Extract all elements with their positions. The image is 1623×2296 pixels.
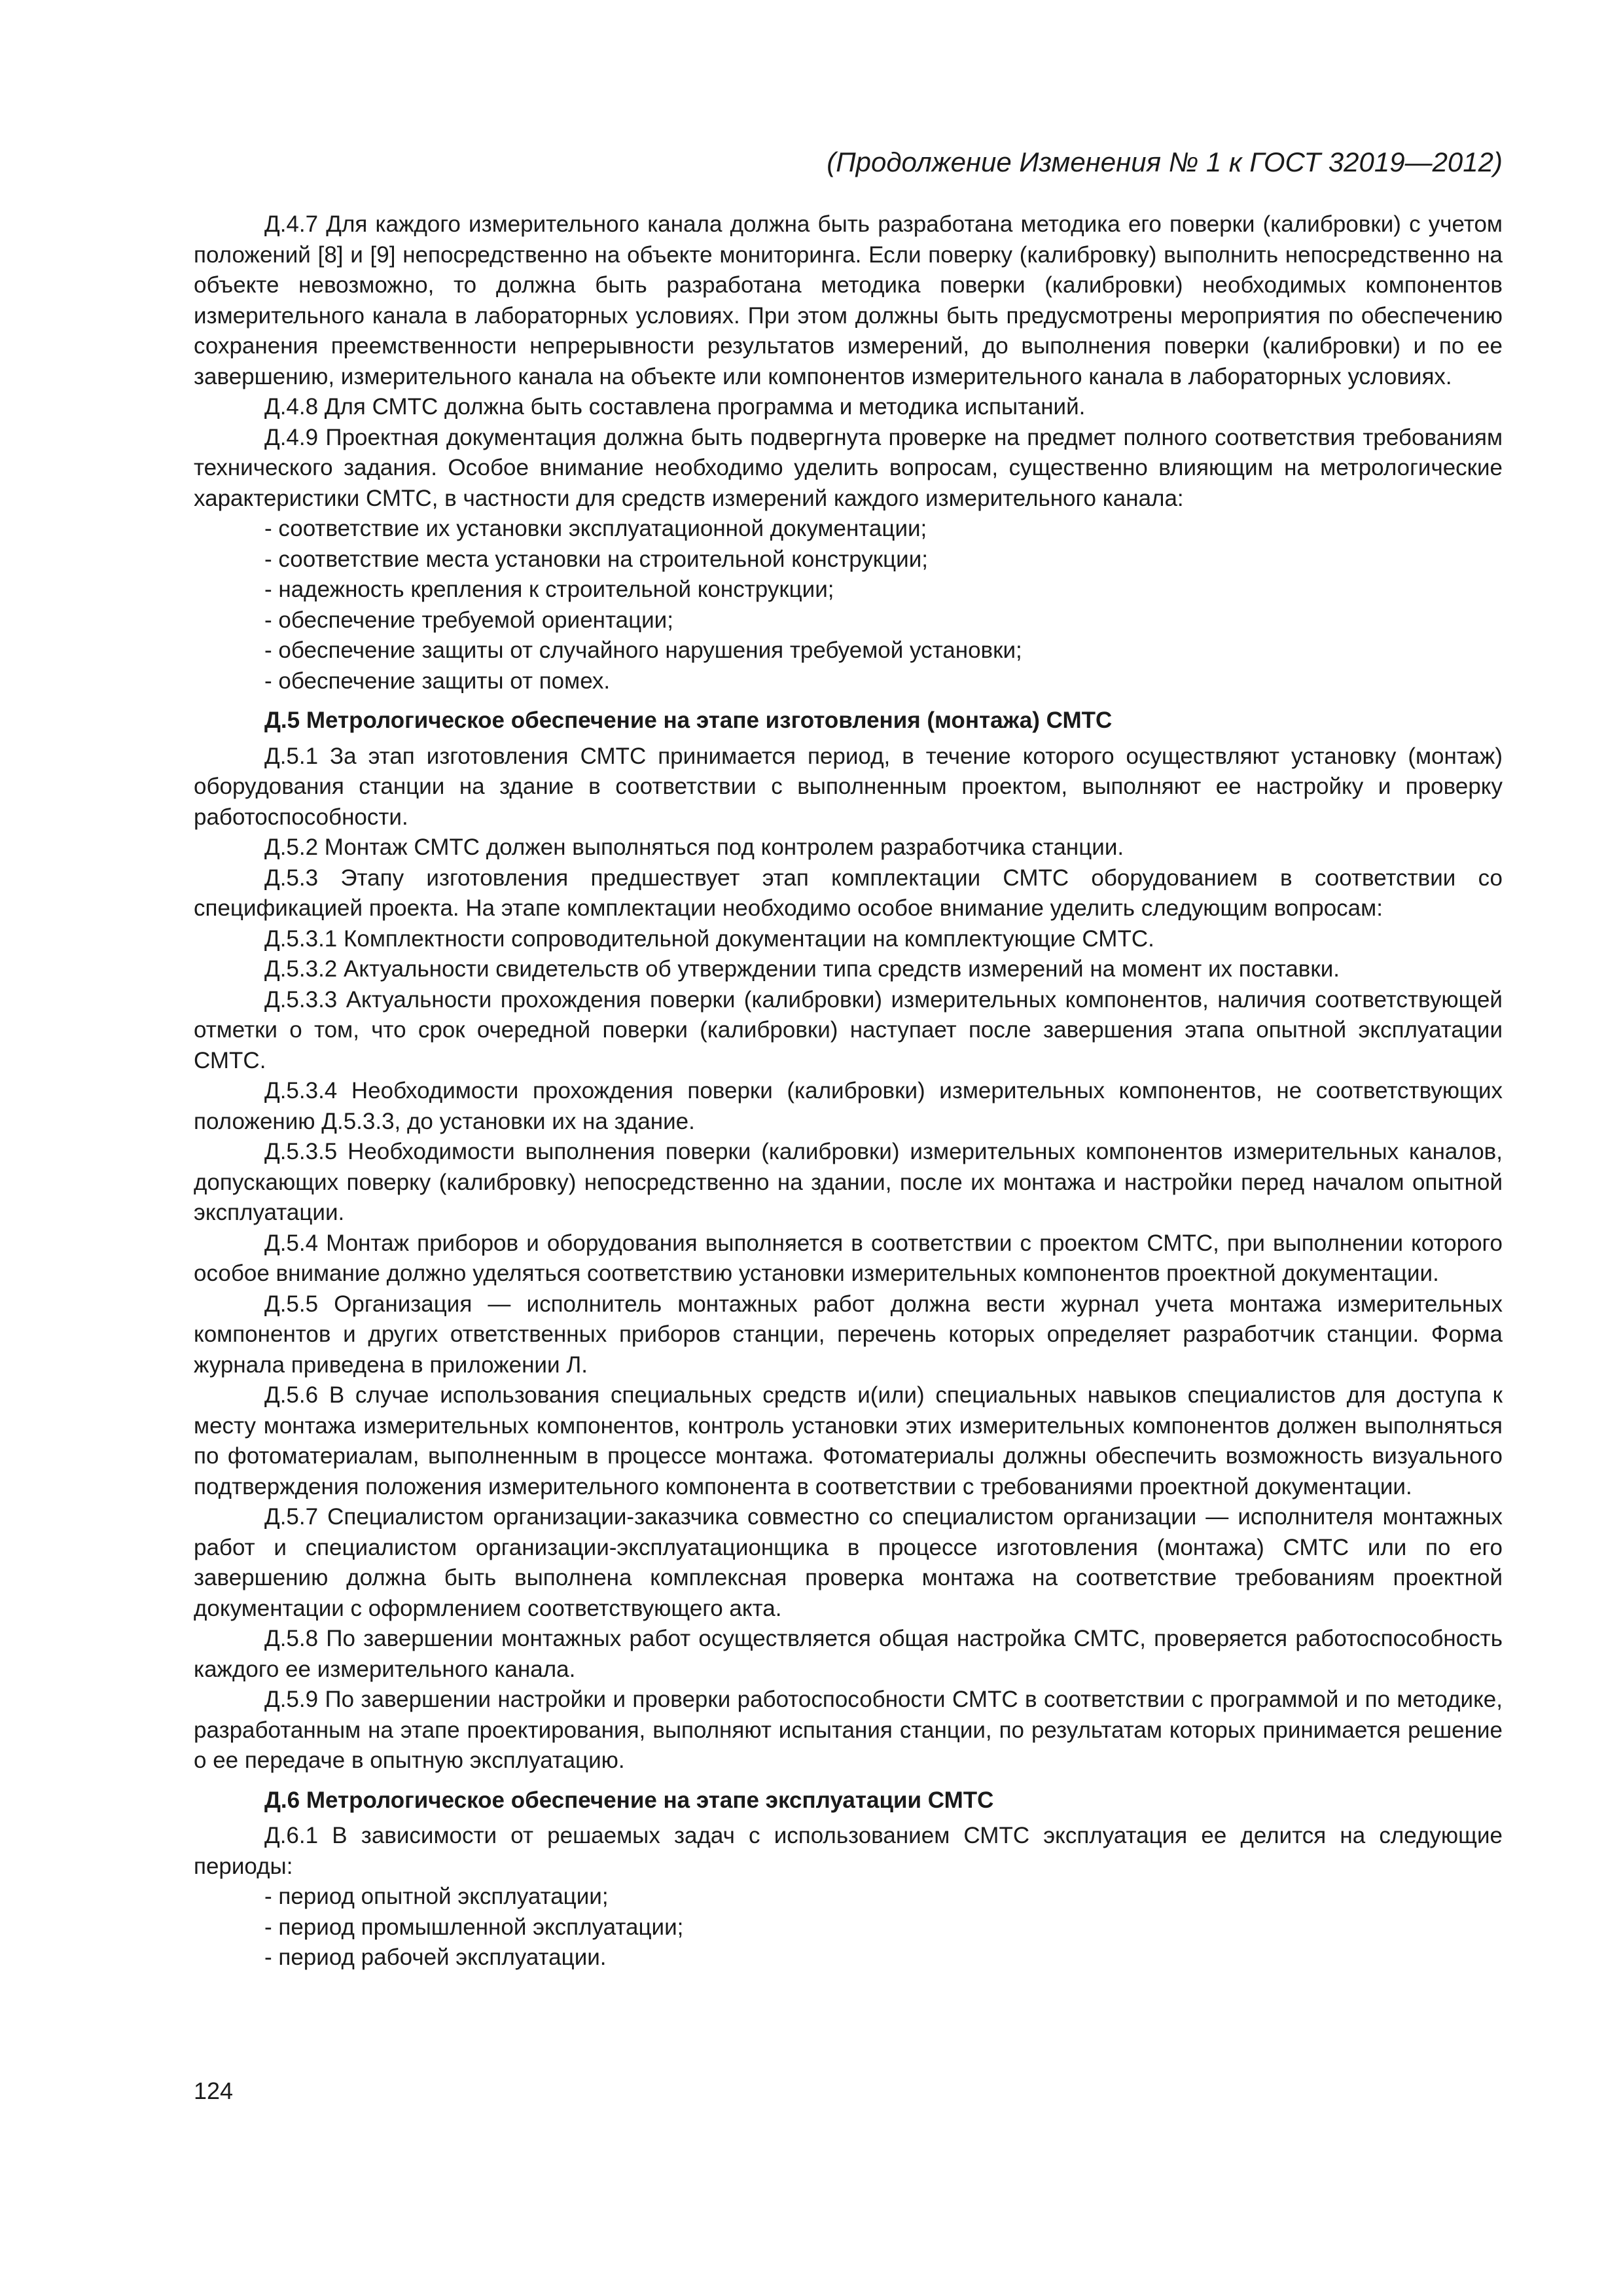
paragraph-d-5-3-1: Д.5.3.1 Комплектности сопроводительной документации на комплектующие СМТС. bbox=[264, 925, 1154, 952]
list-item: - обеспечение защиты от помех. bbox=[264, 668, 611, 694]
paragraph-d-5-3: Д.5.3 Этапу изготовления предшествует этап комплектации СМТС оборудованием в соответствии со спецификацией проекта. На этапе комплектации необходимо особое внимание уделить следующим вопросам: bbox=[194, 865, 1503, 921]
paragraph-d-5-3-3: Д.5.3.3 Актуальности прохождения поверки (калибровки) измерительных компонентов, наличия соответствующей отметки о том, что срок очередной поверки (калибровки) наступает после завершения этапа опытной эксплуатации СМТС. bbox=[194, 986, 1503, 1073]
paragraph-d-5-2: Д.5.2 Монтаж СМТС должен выполняться под контролем разработчика станции. bbox=[264, 834, 1124, 860]
paragraph-d-5-3-4: Д.5.3.4 Необходимости прохождения поверки (калибровки) измерительных компонентов, не соответствующих положению Д.5.3.3, до установки их на здание. bbox=[194, 1078, 1503, 1134]
paragraph-d-5-3-2: Д.5.3.2 Актуальности свидетельств об утверждении типа средств измерений на момент их поставки. bbox=[264, 956, 1340, 982]
paragraph-d-4-8: Д.4.8 Для СМТС должна быть составлена программа и методика испытаний. bbox=[264, 394, 1086, 420]
paragraph-d-4-7: Д.4.7 Для каждого измерительного канала должна быть разработана методика его поверки (калибровки) с учетом положений [8] и [9] непосредственно на объекте мониторинга. Если поверку (калибровку) выполнить непосредственно на объекте невозможно, то должна быть разработана методика поверки (калибровки) необходимых компонентов измерительного канала в лабораторных условиях. При этом должны быть предусмотрены мероприятия по обеспечению сохранения преемственности непрерывности результатов измерений, до выполнения поверки (калибровки) и по ее завершению, измерительного канала на объекте или компонентов измерительного канала в лабораторных условиях. bbox=[194, 211, 1503, 389]
list-item: - период опытной эксплуатации; bbox=[264, 1884, 609, 1909]
paragraph-d-5-6: Д.5.6 В случае использования специальных средств и(или) специальных навыков специалистов для доступа к месту монтажа измерительных компонентов, контроль установки этих измерительных компонентов должен выполняться по фотоматериалам, выполненным в процессе монтажа. Фотоматериалы должны обеспечить возможность визуального подтверждения положения измерительного компонента в соответствии с требованиями проектной документации. bbox=[194, 1382, 1503, 1499]
paragraph-d-5-7: Д.5.7 Специалистом организации-заказчика совместно со специалистом организации — исполнителя монтажных работ и специалистом организации-эксплуатационщика в процессе изготовления (монтажа) СМТС или по его завершению должна быть выполнена комплексная проверка монтажа на соответствие требованиям проектной документации с оформлением соответствующего акта. bbox=[194, 1504, 1503, 1621]
page-body bbox=[194, 209, 1503, 1973]
list-item: - обеспечение требуемой ориентации; bbox=[264, 607, 673, 633]
list-item: - надежность крепления к строительной конструкции; bbox=[264, 577, 834, 602]
section-heading-d-6: Д.6 Метрологическое обеспечение на этапе эксплуатации СМТС bbox=[264, 1787, 994, 1813]
paragraph-d-5-9: Д.5.9 По завершении настройки и проверки работоспособности СМТС в соответствии с программой и по методике, разработанным на этапе проектирования, выполняют испытания станции, по результатам которых принимается решение о ее передаче в опытную эксплуатацию. bbox=[194, 1687, 1503, 1773]
paragraph-d-6-1: Д.6.1 В зависимости от решаемых задач с использованием СМТС эксплуатация ее делится на следующие периоды: bbox=[194, 1823, 1503, 1879]
paragraph-d-4-9: Д.4.9 Проектная документация должна быть подвергнута проверке на предмет полного соответствия требованиям технического задания. Особое внимание необходимо уделить вопросам, существенно влияющим на метрологические характеристики СМТС, в частности для средств измерений каждого измерительного канала: bbox=[194, 424, 1503, 511]
paragraph-d-5-1: Д.5.1 За этап изготовления СМТС принимается период, в течение которого осуществляют установку (монтаж) оборудования станции на здание в соответствии с выполненным проектом, выполняют ее настройку и проверку работоспособности. bbox=[194, 743, 1503, 830]
list-item: - обеспечение защиты от случайного нарушения требуемой установки; bbox=[264, 637, 1022, 663]
page-number: 124 bbox=[194, 2077, 234, 2104]
list-item: - соответствие места установки на строительной конструкции; bbox=[264, 546, 928, 572]
document-page bbox=[194, 0, 1503, 2296]
paragraph-d-5-4: Д.5.4 Монтаж приборов и оборудования выполняется в соответствии с проектом СМТС, при выполнении которого особое внимание должно уделяться соответствию установки измерительных компонентов проектной документации. bbox=[194, 1230, 1503, 1286]
paragraph-d-5-8: Д.5.8 По завершении монтажных работ осуществляется общая настройка СМТС, проверяется работоспособность каждого ее измерительного канала. bbox=[194, 1626, 1503, 1682]
paragraph-d-5-3-5: Д.5.3.5 Необходимости выполнения поверки (калибровки) измерительных компонентов измерительных каналов, допускающих поверку (калибровку) непосредственно на здании, после их монтажа и настройки перед началом опытной эксплуатации. bbox=[194, 1139, 1503, 1225]
list-item: - соответствие их установки эксплуатационной документации; bbox=[264, 516, 927, 541]
section-heading-d-5: Д.5 Метрологическое обеспечение на этапе изготовления (монтажа) СМТС bbox=[264, 708, 1113, 733]
list-item: - период промышленной эксплуатации; bbox=[264, 1914, 684, 1940]
running-header: (Продолжение Изменения № 1 к ГОСТ 32019—2012) bbox=[827, 147, 1503, 177]
list-item: - период рабочей эксплуатации. bbox=[264, 1945, 607, 1970]
paragraph-d-5-5: Д.5.5 Организация — исполнитель монтажных работ должна вести журнал учета монтажа измерительных компонентов и других ответственных приборов станции, перечень которых определяет разработчик станции. Форма журнала приведена в приложении Л. bbox=[194, 1291, 1503, 1378]
